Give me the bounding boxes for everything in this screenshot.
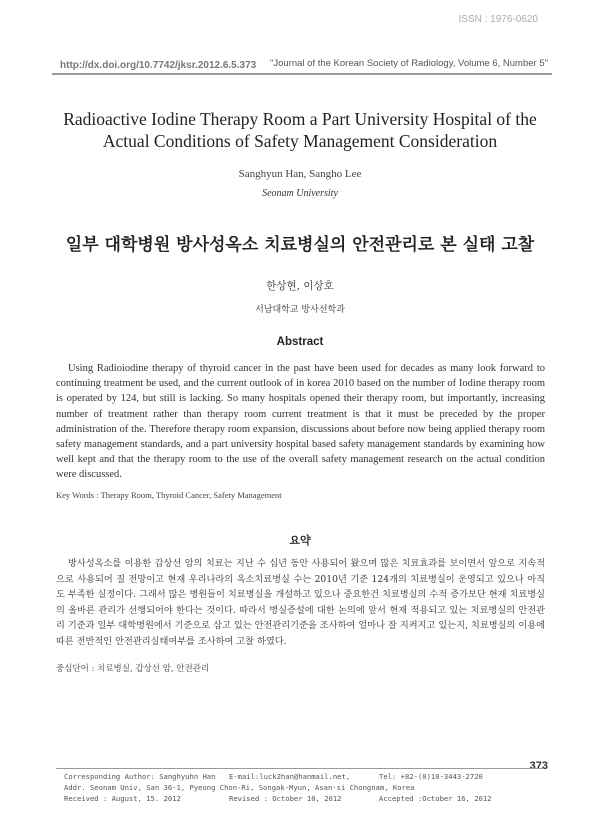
title-korean: 일부 대학병원 방사성옥소 치료병실의 안전관리로 본 실태 고찰 [65, 235, 535, 255]
received-date: Received : August, 15. 2012 [64, 794, 181, 803]
issn: ISSN : 1976-0620 [458, 14, 538, 25]
corresponding-author: Corresponding Author: Sanghyuhn Han [64, 772, 216, 781]
authors-english: Sanghyun Han, Sangho Lee [238, 168, 362, 180]
keywords-korean: 중심단어 : 치료병실, 갑상선 암, 안전관리 [56, 664, 210, 674]
journal-name: "Journal of the Korean Society of Radiology, Volume 6, Number 5" [269, 58, 548, 69]
doi-link[interactable]: http://dx.doi.org/10.7742/jksr.2012.6.5.373 [60, 60, 257, 71]
keywords-english: Key Words : Therapy Room, Thyroid Cancer, Safety Management [56, 490, 282, 500]
affiliation-english: Seonam University [262, 188, 338, 199]
authors-korean: 한상현, 이상호 [266, 280, 334, 292]
revised-date: Revised : October 10, 2012 [229, 794, 342, 803]
summary-heading-korean: 요약 [289, 534, 311, 547]
footer-telephone: Tel: +82-(0)10-3443-2720 [379, 772, 483, 781]
abstract-body: Using Radioiodine therapy of thyroid cancer in the past have been used for decades as many look forward to continuing treatment be used, and the current outlook of in korea 2010 based on the number of Iodine therapy room is operated by 124, but still is lacking. So many hospitals opened their therapy room, but importantly, increasing number of treatment rather than therapy room current treatment is that it must be preceded by the proper administration of the. Therefore therapy room expansion, discussions about before now being applied therapy room safety management standards, and a part university hospital based safety management standards by examining how well kept and that the therapy room to the use of the overall safety management research on the actual condition were discussed. [56, 363, 545, 481]
page-number: 373 [529, 760, 548, 772]
accepted-date: Accepted :October 16, 2012 [379, 794, 492, 803]
summary-body-korean: 방사성옥소를 이용한 갑상선 암의 치료는 지난 수 십년 동안 사용되어 왔으며 많은 치료효과를 보이면서 앞으로 지속적으로 사용되어 질 전망이고 현재 우리나라의 옥소치료병실 수는 2010년 기준 124개의 치료병실이 운영되고 있으나 아직도 부족한 실정이다. 그래서 많은 병원들이 치료병실을 개설하고 있으나 중요한건 치료병실의 수적 증가보단 현재 치료병실의 올바른 관리가 선행되어야 한다는 것이다. 따라서 병실증설에 대한 논의에 앞서 현재 적용되고 있는 치료병실의 안전관리 기준과 일부 대학병원에서 기준으로 삼고 있는 안전관리기준을 조사하여 얼마나 잘 지켜지고 있는지, 치료병실의 이용에 따른 전반적인 안전관리실태여부를 조사하여 고찰 하였다. [56, 558, 545, 647]
footer [56, 768, 544, 807]
affiliation-korean: 서남대학교 방사선학과 [255, 305, 345, 315]
footer-email[interactable]: E-mail:luck2han@hanmail.net, [229, 772, 351, 781]
abstract-heading: Abstract [276, 336, 324, 348]
header-divider [52, 73, 552, 75]
footer-address: Addr. Seonam Univ, San 36-1, Pyeong Chon-Ri, Songak-Myun, Asan-si Chongnam, Korea [64, 783, 415, 792]
title-english: Radioactive Iodine Therapy Room a Part University Hospital of the Actual Conditions of Safety Management Consideration [63, 109, 537, 151]
